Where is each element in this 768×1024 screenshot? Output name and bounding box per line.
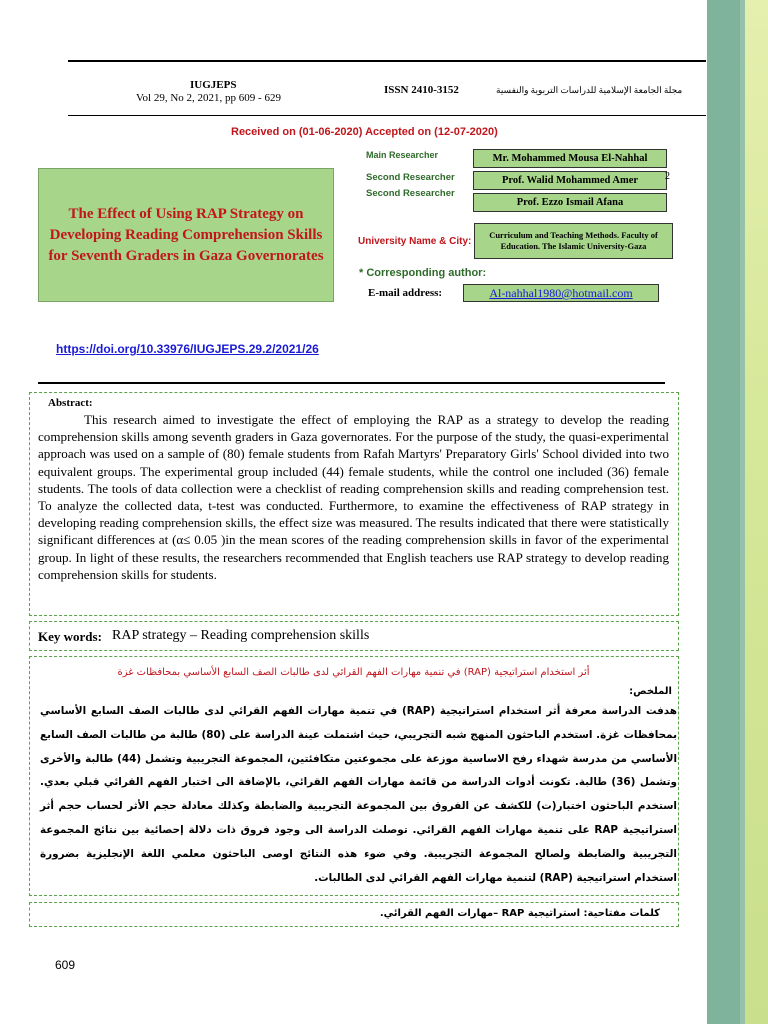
abstract-text: This research aimed to investigate the effect of employing the RAP as a strategy to develop the reading comprehension skills among seventh graders in Gaza governorates. For the purpose of the study, the quasi-experimental approach was used on a sample of (80) female students from Rafah Martyrs' Preparatory Girls' School divided into two equivalent groups. The experimental group included (44) female students, while the control one included (36) female students. The tools of data collection were a checklist of reading comprehension skills and reading comprehension test. To analyze the collected data, t-test was conducted. Furthermore, to examine the effectiveness of RAP strategy in developing reading comprehension skills, the effect size was measured. The results indicated that there were statistically significant differences at (α≤ 0.05 )in the mean scores of the reading comprehension skills in favor of the experimental group. In light of these results, the researchers recommended that English teachers use RAP strategy to develop reading comprehension skills for students. [38, 412, 669, 582]
title-box [38, 168, 334, 302]
main-researcher-name: Mr. Mohammed Mousa El-Nahhal [473, 149, 667, 168]
issn: ISSN 2410-3152 [384, 84, 459, 96]
header-rule [68, 115, 706, 116]
author-footnote-mark: 2 [665, 171, 670, 182]
page-number: 609 [55, 958, 76, 972]
section-rule [38, 382, 665, 384]
header-rule [68, 60, 706, 62]
keywords-label: Key words: [38, 629, 102, 644]
paper-title: The Effect of Using RAP Strategy on Developing Reading Comprehension Skills for Seventh Graders in Gaza Governorates [48, 205, 324, 264]
email-link[interactable]: Al-nahhal1980@hotmail.com [463, 284, 659, 302]
decorative-stripe [745, 0, 768, 1024]
arabic-keywords: كلمات مفتاحية: استراتيجية RAP –مهارات الفهم القرائي. [379, 908, 660, 919]
university-value: Curriculum and Teaching Methods. Faculty of Education. The Islamic University-Gaza [474, 223, 673, 259]
abstract-label: Abstract: [48, 397, 93, 409]
doi-link[interactable]: https://doi.org/10.33976/IUGJEPS.29.2/2021/26 [56, 342, 319, 356]
received-accepted-dates: Received on (01-06-2020) Accepted on (12-07-2020) [231, 126, 498, 138]
arabic-abstract-label: الملخص: [629, 686, 672, 697]
keywords-text: RAP strategy – Reading comprehension skills [112, 628, 370, 643]
journal-volume: Vol 29, No 2, 2021, pp 609 - 629 [136, 92, 281, 104]
arabic-abstract-text: هدفت الدراسة معرفة أثر استخدام استراتيجية (RAP) في تنمية مهارات الفهم القرائي لدى طالبات الصف السابع الأساسي بمحافظات غزة. استخدم الباحثون المنهج شبه التجريبي، حيث اشتملت عينة الدراسة على (80) طالبة من طالبات الصف السابع الأساسي من مدرسة شهداء رفح الاساسية موزعة على مجموعتين متكافئتين، المجموعة التجريبية وتشمل (44) طالبة والأخرى وتشمل (36) طالبة. تكونت أدوات الدراسة من قائمة مهارات الفهم القرائي، بالإضافة الى اختبار الفهم القرائي قبلي بعدي. استخدم الباحثون اختبار(ت) للكشف عن الفروق بين المجموعة التجريبية والضابطة وكذلك معادلة حجم الأثر لحساب حجم أثر استراتيجية RAP على تنمية مهارات الفهم القرائي. توصلت الدراسة الى وجود فروق ذات دلالة إحصائية بين نتائج المجموعة التجريبية والضابطة ولصالح المجموعة التجريبية. وفي ضوء هذه النتائج اوصى الباحثون معلمي اللغة الإنجليزية بضرورة استخدام استراتيجية (RAP) لتنمية مهارات الفهم القرائي لدى الطالبات. [40, 705, 677, 884]
corresponding-author-label: * Corresponding author: [359, 267, 487, 279]
second-researcher-label: Second Researcher [366, 172, 455, 183]
main-researcher-label: Main Researcher [366, 150, 439, 160]
second-researcher-label: Second Researcher [366, 188, 455, 199]
email-label: E-mail address: [368, 287, 443, 299]
university-label: University Name & City: [358, 236, 472, 247]
journal-name-arabic: مجلة الجامعة الإسلامية للدراسات التربوية والنفسية [496, 85, 683, 95]
journal-abbreviation: IUGJEPS [190, 79, 237, 91]
arabic-title: أثر استخدام استراتيجية (RAP) في تنمية مهارات الفهم القرائي لدى طالبات الصف السابع الأساسي بمحافظات غزة [117, 667, 590, 678]
second-researcher-name: Prof. Walid Mohammed Amer [473, 171, 667, 190]
third-researcher-name: Prof. Ezzo Ismail Afana [473, 193, 667, 212]
